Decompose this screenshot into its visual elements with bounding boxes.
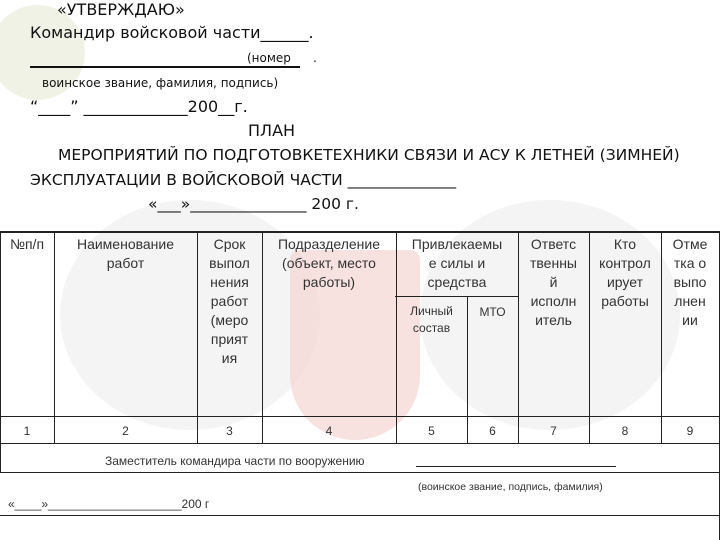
col-number-5: 5 (428, 424, 435, 438)
title-line-1: МЕРОПРИЯТИЙ ПО ПОДГОТОВКЕТЕХНИКИ СВЯЗИ И АСУ К ЛЕТНЕЙ (ЗИМНЕЙ) (58, 146, 680, 164)
header-responsible: Ответс твенны й исполн итель (529, 236, 577, 328)
signature-underline (30, 66, 300, 68)
col-number-4: 4 (325, 424, 333, 438)
col-number-3: 3 (226, 424, 233, 438)
sign-hint: (воинское звание, подпись, фамилия) (418, 481, 603, 493)
rank-hint: воинское звание, фамилия, подпись) (42, 76, 279, 90)
dot: . (313, 51, 317, 65)
commander-line: Командир войсковой части______. (30, 23, 314, 42)
deputy-label: Заместитель командира части по вооружению (105, 454, 365, 468)
col-number-8: 8 (621, 424, 629, 438)
header-work-name: Наименование работ (76, 236, 175, 271)
footer-date: «____»____________________200 г (8, 497, 210, 511)
header-unit: Подразделение (объект, место работы) (277, 236, 381, 290)
col-number-1: 1 (23, 424, 31, 438)
header-completion: Отме тка о выпо лнен ии (672, 236, 708, 328)
col-number-9: 9 (686, 424, 694, 438)
approve-label: «УТВЕРЖДАЮ» (57, 0, 185, 19)
subheader-personnel: Личный состав (410, 304, 453, 335)
col-number-2: 2 (122, 424, 129, 438)
title-line-3: «___»_______________ 200 г. (148, 195, 359, 213)
header-controller: Кто контрол ирует работы (599, 236, 651, 309)
approval-date: “____” _____________200__г. (30, 97, 248, 116)
title-line-2: ЭКСПЛУАТАЦИИ В ВОЙСКОВОЙ ЧАСТИ ______________ (30, 171, 457, 189)
col-number-6: 6 (489, 424, 496, 438)
header-forces: Привлекаемы е силы и средства (411, 236, 503, 290)
col-number-7: 7 (550, 424, 557, 438)
header-number: №п/п (9, 236, 45, 252)
subheader-mto: МТО (479, 305, 506, 319)
number-hint: (номер (247, 51, 291, 65)
header-deadline: Срок выпол нения работ (меро прият ия (209, 236, 250, 366)
plan-title: ПЛАН (248, 121, 296, 140)
